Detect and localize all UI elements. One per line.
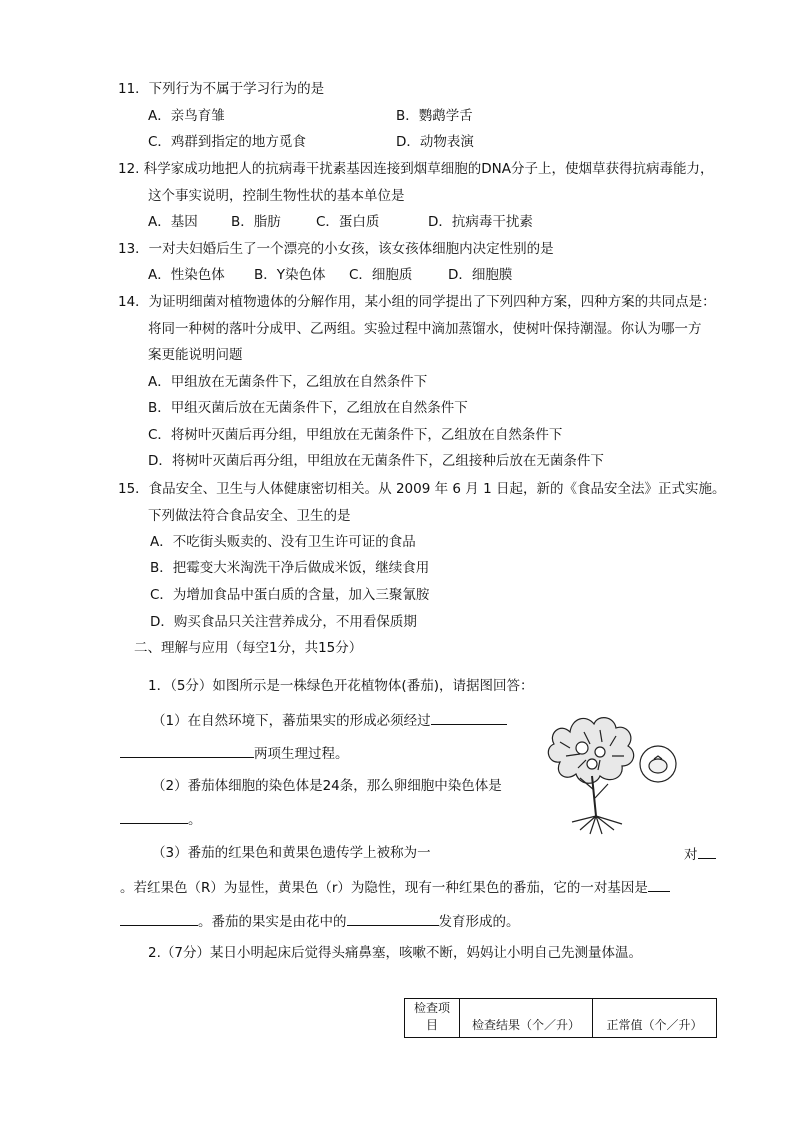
p2-stem: 2.（7分）某日小明起床后觉得头痛鼻塞，咳嗽不断，妈妈让小明自己先测量体温。 — [148, 945, 642, 961]
q15-option-d: D．购买食品只关注营养成分，不用看保质期 — [150, 614, 417, 630]
table-header-row — [405, 999, 717, 1038]
p1-s1-text-b: 两项生理过程。 — [254, 746, 349, 762]
p1-s3-text-e: 发育形成的。 — [438, 914, 520, 930]
p1-s3-line2 — [120, 877, 670, 897]
q11-option-d: D．动物表演 — [396, 134, 474, 150]
p1-s1-text-a: （1）在自然环境下，蕃茄果实的形成必须经过 — [152, 713, 431, 729]
q11-stem: 11．下列行为不属于学习行为的是 — [118, 81, 325, 97]
q11-option-a: A．亲鸟育雏 — [148, 108, 225, 124]
q11-option-b: B．鹦鹉学舌 — [396, 108, 473, 124]
q14-option-c: C．将树叶灭菌后再分组，甲组放在无菌条件下，乙组放在自然条件下 — [148, 427, 563, 443]
q15-option-c: C．为增加食品中蛋白质的含量，加入三聚氰胺 — [150, 587, 430, 603]
q14-stem-line3: 案更能说明问题 — [148, 347, 243, 363]
p1-s3-text-d: 。番茄的果实是由花中的 — [198, 914, 347, 930]
section-2-heading: 二、理解与应用（每空1分，共15分） — [134, 640, 363, 656]
table-header-result: 检查结果（个／升） — [460, 999, 593, 1038]
q12-option-a: A．基因 — [148, 214, 198, 230]
q14-option-b: B．甲组灭菌后放在无菌条件下，乙组放在自然条件下 — [148, 400, 468, 416]
q11-option-c: C．鸡群到指定的地方觅食 — [148, 134, 306, 150]
q14-option-a: A．甲组放在无菌条件下，乙组放在自然条件下 — [148, 374, 428, 390]
p1-s3-text-b: 对 — [684, 847, 698, 863]
p1-s3-line1-end — [684, 844, 716, 864]
q12-stem-line1: 12. 科学家成功地把人的抗病毒干扰素基因连接到烟草细胞的DNA分子上，使烟草获得抗病毒能力， — [118, 161, 714, 177]
answer-blank-1b[interactable] — [120, 743, 254, 758]
tomato-plant-illustration — [540, 712, 680, 836]
p1-s3-line3 — [120, 911, 520, 931]
q14-option-d: D．将树叶灭菌后再分组，甲组放在无菌条件下，乙组接种后放在无菌条件下 — [148, 453, 604, 469]
answer-blank-2[interactable] — [120, 809, 188, 824]
q12-option-c: C．蛋白质 — [316, 214, 380, 230]
p1-stem: 1．（5分）如图所示是一株绿色开花植物体(番茄)，请据图回答： — [148, 678, 534, 694]
p1-s2-text-b: 。 — [188, 812, 202, 828]
p1-s3-text-c: 。若红果色（R）为显性，黄果色（r）为隐性，现有一种红果色的番茄，它的一对基因是 — [120, 880, 648, 896]
q15-option-b: B．把霉变大米淘洗干净后做成米饭，继续食用 — [150, 560, 430, 576]
q14-stem-line1: 14．为证明细菌对植物遗体的分解作用，某小组的同学提出了下列四种方案，四种方案的共同点是： — [118, 294, 716, 310]
answer-blank-3c[interactable] — [120, 911, 198, 926]
q15-stem-line1: 15．食品安全、卫生与人体健康密切相关。从 2009 年 6 月 1 日起，新的《食品安全法》正式实施。 — [118, 481, 726, 497]
p1-s1-line1 — [152, 710, 507, 730]
q13-option-d: D．细胞膜 — [448, 267, 513, 283]
answer-blank-3a[interactable] — [698, 844, 716, 859]
q12-option-b: B．脂肪 — [231, 214, 281, 230]
table-header-item: 检查项目 — [405, 999, 460, 1038]
q13-option-b: B．Y染色体 — [254, 267, 326, 283]
answer-blank-1a[interactable] — [431, 710, 507, 725]
p1-s3-line1: （3）番茄的红果色和黄果色遗传学上被称为一 — [152, 845, 431, 861]
table-header-normal: 正常值（个／升） — [593, 999, 717, 1038]
answer-blank-3b[interactable] — [648, 877, 670, 892]
q12-stem-line2: 这个事实说明，控制生物性状的基本单位是 — [148, 188, 405, 204]
q13-option-a: A．性染色体 — [148, 267, 225, 283]
q12-option-d: D．抗病毒干扰素 — [428, 214, 533, 230]
exam-results-table — [404, 998, 717, 1038]
p1-s1-line2 — [120, 743, 349, 763]
q15-option-a: A．不吃街头贩卖的、没有卫生许可证的食品 — [150, 534, 416, 550]
answer-blank-3d[interactable] — [347, 911, 439, 926]
p1-s2-line2 — [120, 809, 202, 829]
q14-stem-line2: 将同一种树的落叶分成甲、乙两组。实验过程中滴加蒸馏水，使树叶保持潮湿。你认为哪一方 — [148, 321, 702, 337]
q13-option-c: C．细胞质 — [349, 267, 413, 283]
p1-s2-line1: （2）番茄体细胞的染色体是24条，那么卵细胞中染色体是 — [152, 778, 502, 794]
q13-stem: 13．一对夫妇婚后生了一个漂亮的小女孩，该女孩体细胞内决定性别的是 — [118, 241, 554, 257]
q15-stem-line2: 下列做法符合食品安全、卫生的是 — [148, 508, 351, 524]
